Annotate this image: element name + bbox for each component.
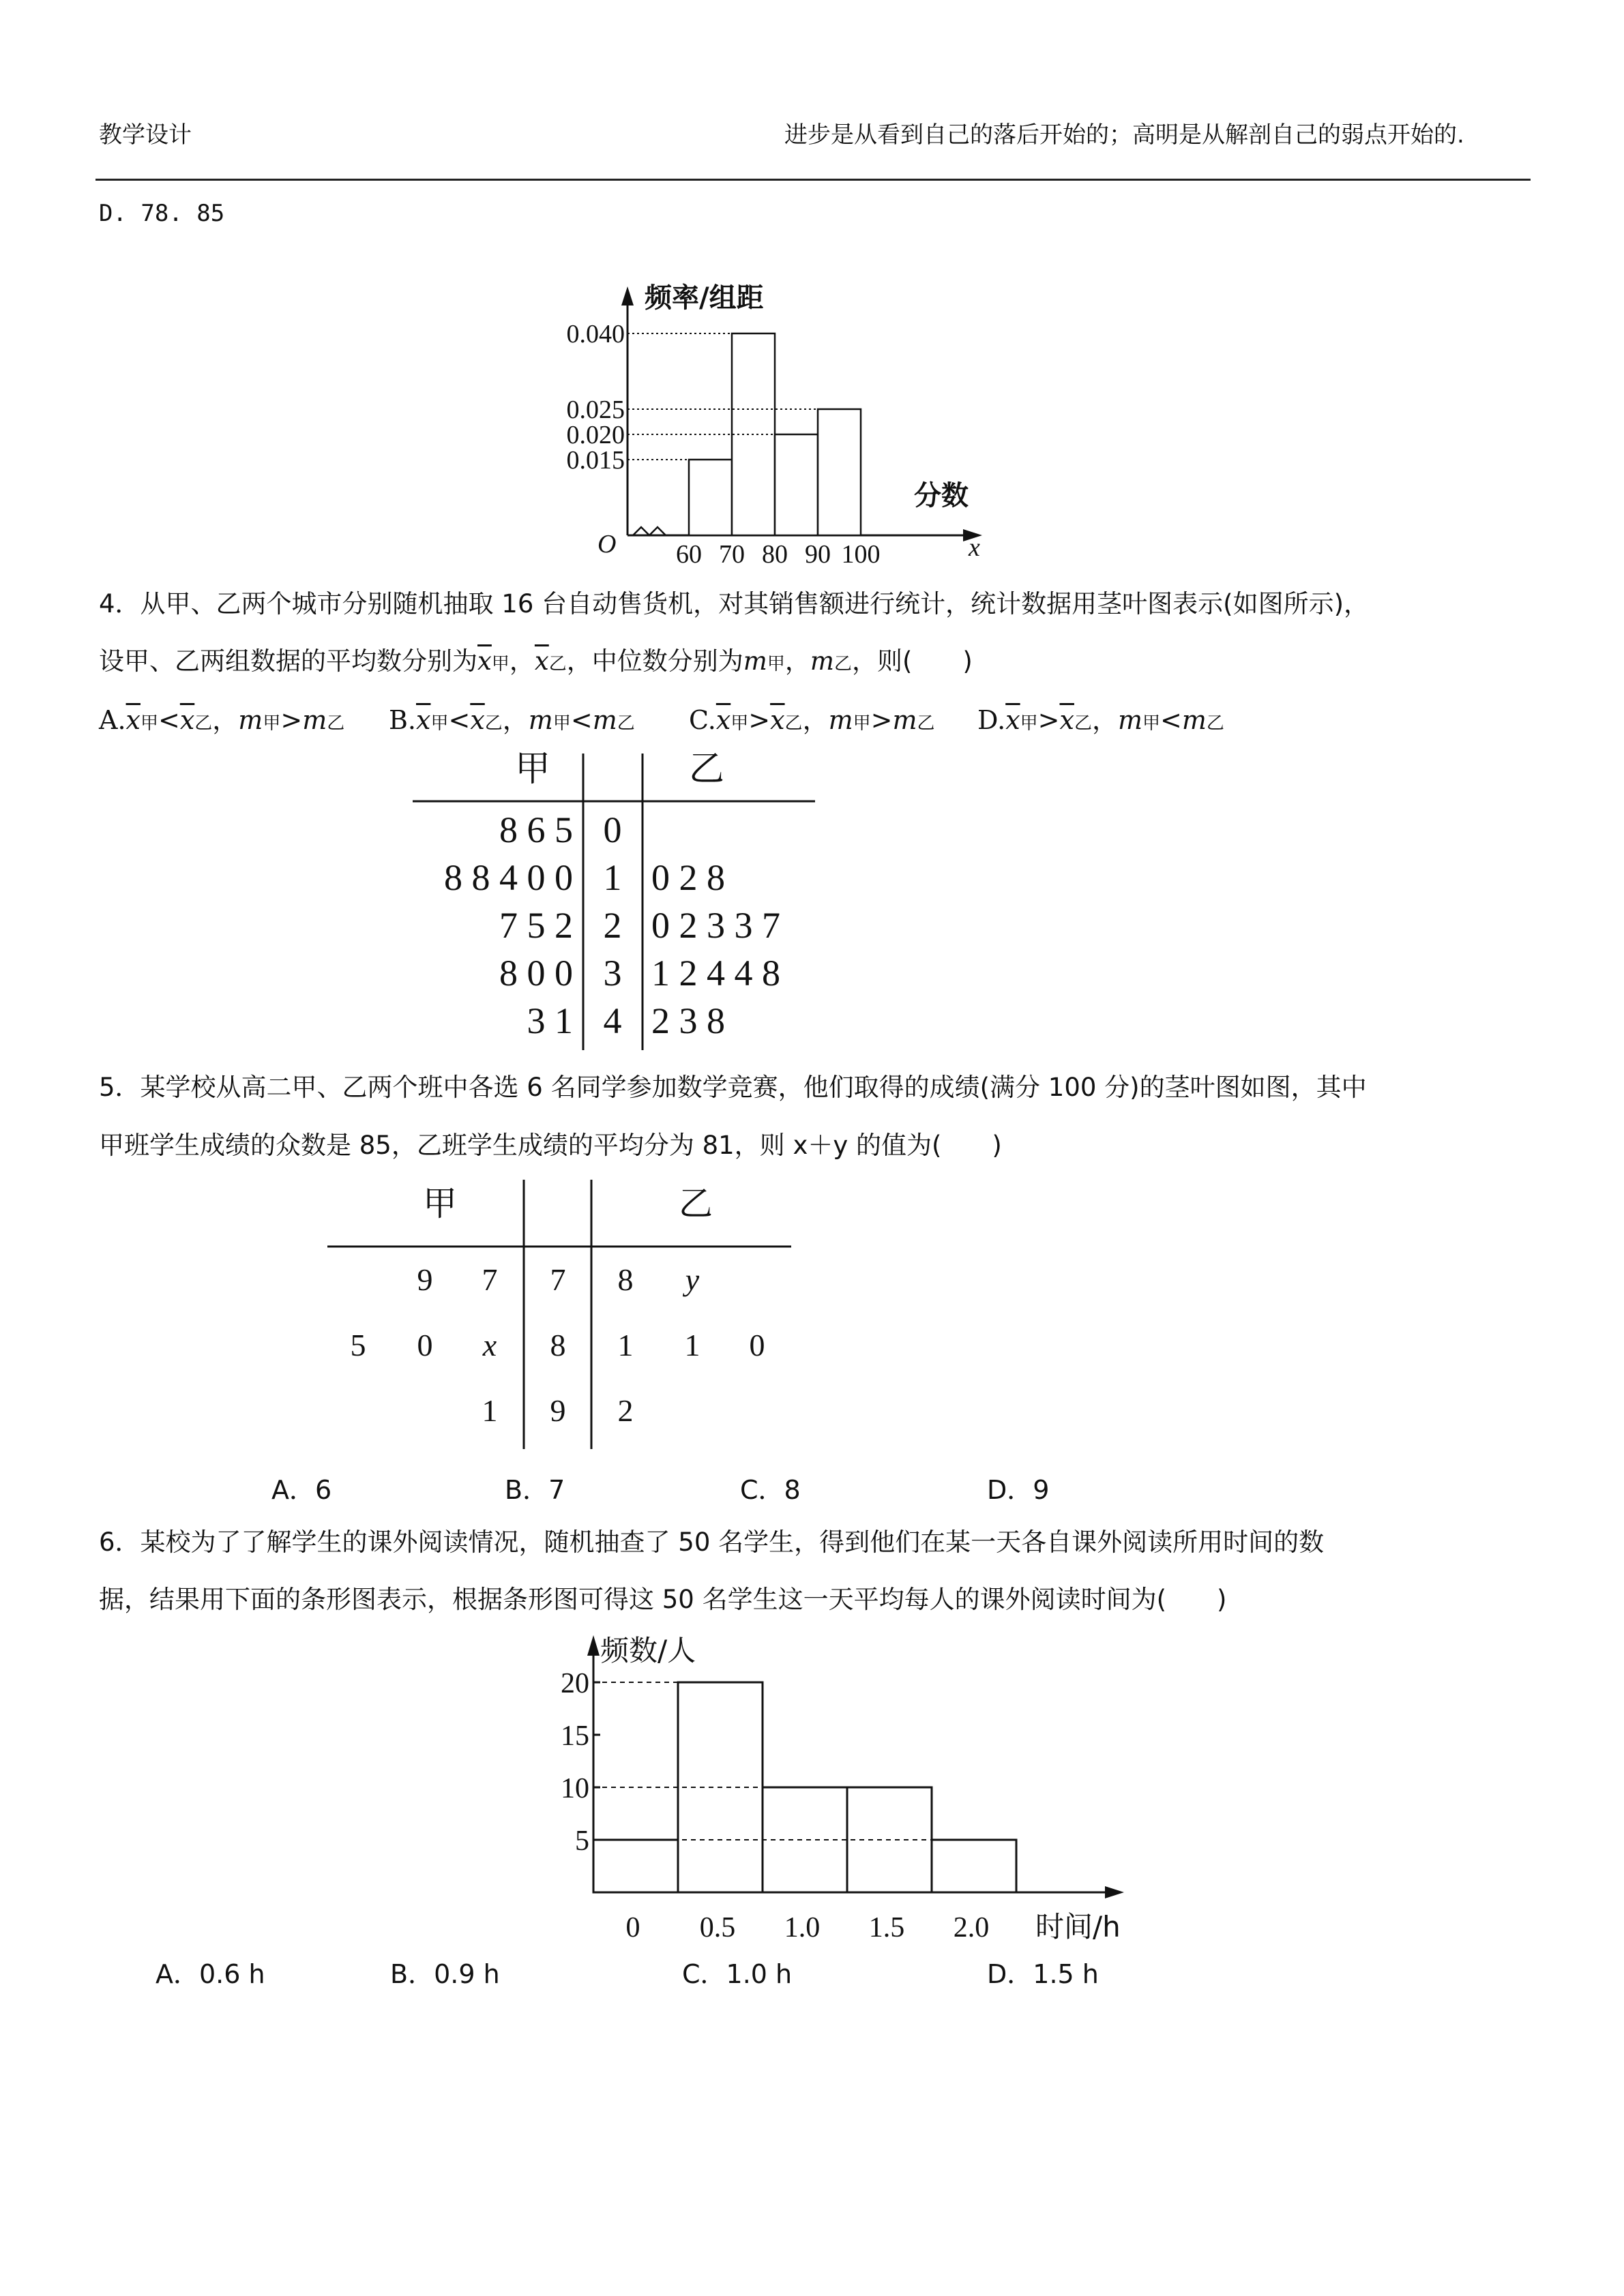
separator: ， [212, 705, 239, 735]
median-var: m [302, 705, 327, 735]
x-axis-arrow [1105, 1886, 1124, 1898]
histogram-scores [532, 266, 1023, 566]
stemleaf-right-leaf: 0 [749, 1328, 765, 1362]
subscript: 甲 [853, 713, 871, 734]
stemleaf-left-leaves: 8 0 0 [499, 953, 573, 994]
x-bar: $\overline{x}$ [126, 705, 141, 735]
x-tick-label: 1.5 [868, 1912, 905, 1943]
y-axis-arrow [621, 286, 634, 305]
y-tick-label: 0.020 [566, 421, 625, 449]
subscript: 乙 [784, 713, 803, 734]
separator: ， [802, 705, 829, 735]
option-label: A. [99, 705, 126, 735]
q5-option-a: A．6 [271, 1475, 332, 1505]
q5-text-line1: 5．某学校从高二甲、乙两个班中各选 6 名同学参加数学竞赛，他们取得的成绩(满分 100 分)的茎叶图如图，其中 [99, 1073, 1367, 1102]
q4-options [99, 699, 1463, 740]
q4-line2-end: ，则( ) [852, 646, 973, 676]
separator: ， [502, 705, 529, 735]
stemleaf-right-leaf: y [685, 1262, 700, 1297]
histogram-bar [818, 409, 861, 535]
relation: > [870, 705, 893, 735]
y-tick-label: 0.015 [566, 446, 625, 475]
stemleaf-stem: 3 [603, 953, 622, 994]
x-tick-label: 2.0 [953, 1912, 990, 1943]
subscript: 乙 [484, 713, 503, 734]
q6-option-b: B．0.9 h [390, 1959, 500, 1989]
stemleaf-right-leaf: 2 [617, 1393, 634, 1428]
subscript: 甲 [1020, 713, 1038, 734]
stemleaf-stem: 2 [603, 905, 622, 946]
q4-text-line1: 4．从甲、乙两个城市分别随机抽取 16 台自动售货机，对其销售额进行统计，统计数据用茎叶图表示(如图所示)， [99, 589, 1370, 618]
stemleaf-left-leaves: 3 1 [527, 1000, 573, 1041]
y-tick-label: 0.025 [566, 396, 625, 424]
sub-b: 乙 [548, 654, 567, 674]
q4-option-b [389, 699, 635, 736]
y-axis-label: 频率/组距 [645, 282, 764, 314]
x-tick-label: 1.0 [784, 1912, 821, 1943]
q6-option-c: C．1.0 h [682, 1959, 793, 1989]
q4-line2-start: 设甲、乙两组数据的平均数分别为 [99, 646, 477, 676]
x-tick-label: 100 [841, 540, 881, 566]
subscript: 乙 [617, 713, 635, 734]
stemleaf-right-leaves: 0 2 3 3 7 [651, 905, 780, 946]
y-tick-label: 10 [561, 1773, 589, 1804]
stemleaf-right-leaf: 1 [684, 1328, 700, 1362]
stemleaf-header-left: 甲 [515, 749, 551, 790]
y-axis-arrow [587, 1635, 600, 1656]
subscript: 甲 [552, 713, 571, 734]
m-a: m [743, 646, 767, 676]
stemleaf-left-leaf: 9 [417, 1262, 433, 1297]
q6-option-d: D．1.5 h [987, 1959, 1099, 1989]
header-left: 教学设计 [99, 121, 192, 149]
sep-comma2: ， [784, 646, 810, 676]
option-label: D. [977, 705, 1006, 735]
x-tick-label: 80 [762, 540, 788, 566]
y-tick-label: 0.040 [566, 320, 625, 348]
stemleaf-header-right: 乙 [689, 749, 725, 790]
subscript: 甲 [140, 713, 158, 734]
x-tick-label: 90 [805, 540, 831, 566]
median-var: m [892, 705, 917, 735]
x-tick-label: 70 [719, 540, 745, 566]
q6-text-line2: 据，结果用下面的条形图表示，根据条形图可得这 50 名学生这一天平均每人的课外阅读时间为( ) [99, 1585, 1227, 1614]
median-var: m [1117, 705, 1143, 735]
sep-comma: ， [509, 646, 535, 676]
x-tick-label: 0 [625, 1912, 640, 1943]
q5-option-d: D．9 [987, 1475, 1050, 1505]
subscript: 甲 [1142, 713, 1161, 734]
stemleaf-left-leaf: 7 [482, 1262, 498, 1297]
relation: < [158, 705, 180, 735]
x-axis-label: 时间/h [1035, 1910, 1121, 1943]
y-tick-label: 20 [561, 1668, 589, 1699]
header-right: 进步是从看到自己的落后开始的；高明是从解剖自己的弱点开始的. [784, 121, 1464, 149]
relation: > [280, 705, 303, 735]
q4-text-line2 [99, 641, 973, 685]
x-bar: $\overline{x}$ [715, 705, 731, 735]
x-bar: $\overline{x}$ [1005, 705, 1020, 735]
stemleaf-right-leaf: 1 [617, 1328, 634, 1362]
q5-text-line2: 甲班学生成绩的众数是 85，乙班学生成绩的平均分为 81，则 x＋y 的值为( ) [99, 1131, 1002, 1160]
stemleaf-right-leaves: 0 2 8 [651, 857, 725, 898]
axis-break [633, 527, 666, 535]
sub-a: 甲 [491, 654, 510, 674]
relation: > [1037, 705, 1060, 735]
m-b: m [810, 646, 834, 676]
origin-label: O [597, 530, 617, 558]
subscript: 乙 [194, 713, 213, 734]
q3-option-d: D. 78. 85 [99, 200, 225, 227]
x-tick-label: 60 [676, 540, 702, 566]
separator: ， [1091, 705, 1118, 735]
stemleaf-left-leaves: 7 5 2 [499, 905, 573, 946]
stem-leaf-q5 [321, 1173, 812, 1459]
stemleaf-left-leaf: 5 [350, 1328, 366, 1362]
stemleaf-right-leaves: 1 2 4 4 8 [651, 953, 780, 994]
subscript: 乙 [917, 713, 935, 734]
subscript: 甲 [730, 713, 749, 734]
x-bar: $\overline{x}$ [770, 705, 785, 735]
option-label: C. [689, 705, 716, 735]
q4-option-c [689, 699, 935, 736]
stemleaf-left-leaves: 8 8 4 0 0 [444, 857, 573, 898]
histogram-bar [689, 460, 732, 535]
q5-option-b: B．7 [505, 1475, 565, 1505]
stemleaf-stem: 9 [550, 1393, 566, 1428]
histogram-bar [775, 434, 818, 535]
subscript: 乙 [1206, 713, 1224, 734]
median-var: m [1181, 705, 1207, 735]
stemleaf-left-leaves: 8 6 5 [499, 809, 573, 850]
x-tick-label: 0.5 [699, 1912, 736, 1943]
stemleaf-stem: 1 [603, 857, 622, 898]
stemleaf-stem: 4 [603, 1000, 622, 1041]
stemleaf-header-right: 乙 [679, 1184, 713, 1223]
subscript: 乙 [327, 713, 345, 734]
y-axis-label: 频数/人 [600, 1634, 696, 1667]
histogram-bar [932, 1840, 1016, 1892]
q4-line2-mid: ，中位数分别为 [566, 646, 743, 676]
x-bar-a: $\overline{x}$ [477, 646, 492, 676]
median-var: m [528, 705, 553, 735]
x-axis-label: 分数 [914, 480, 969, 511]
stemleaf-stem: 8 [550, 1328, 566, 1362]
stemleaf-left-leaf: 0 [417, 1328, 433, 1362]
stemleaf-stem: 0 [603, 809, 622, 850]
q4-option-a [99, 699, 344, 736]
relation: > [748, 705, 771, 735]
median-var: m [238, 705, 263, 735]
sub-a2: 甲 [767, 654, 785, 674]
stemleaf-right-leaf: 8 [617, 1262, 634, 1297]
relation: < [570, 705, 593, 735]
stemleaf-header-left: 甲 [423, 1184, 457, 1223]
x-bar: $\overline{x}$ [1059, 705, 1074, 735]
q6-option-a: A．0.6 h [156, 1959, 265, 1989]
median-var: m [828, 705, 853, 735]
stem-leaf-q4 [409, 740, 832, 1054]
option-label: B. [389, 705, 417, 735]
y-tick-label: 15 [561, 1720, 589, 1752]
relation: < [1160, 705, 1182, 735]
median-var: m [592, 705, 617, 735]
q5-option-c: C．8 [740, 1475, 801, 1505]
q4-option-d [977, 699, 1224, 736]
x-bar: $\overline{x}$ [470, 705, 485, 735]
subscript: 乙 [1074, 713, 1092, 734]
x-bar: $\overline{x}$ [416, 705, 431, 735]
subscript: 甲 [263, 713, 281, 734]
y-tick-label: 5 [575, 1825, 589, 1857]
stemleaf-right-leaves: 2 3 8 [651, 1000, 725, 1041]
header-divider [95, 179, 1531, 181]
x-axis-letter: x [969, 533, 980, 562]
stemleaf-left-leaf: 1 [482, 1393, 498, 1428]
sub-b2: 乙 [833, 654, 852, 674]
x-bar-b: $\overline{x}$ [534, 646, 549, 676]
q6-text-line1: 6．某校为了了解学生的课外阅读情况，随机抽查了 50 名学生，得到他们在某一天各自课外阅读所用时间的数 [99, 1527, 1325, 1557]
x-bar: $\overline{x}$ [179, 705, 195, 735]
histogram-bar [593, 1840, 678, 1892]
stemleaf-stem: 7 [550, 1262, 566, 1297]
relation: < [448, 705, 471, 735]
subscript: 甲 [430, 713, 449, 734]
histogram-reading-time [532, 1623, 1146, 1964]
stemleaf-left-leaf: x [482, 1328, 497, 1362]
